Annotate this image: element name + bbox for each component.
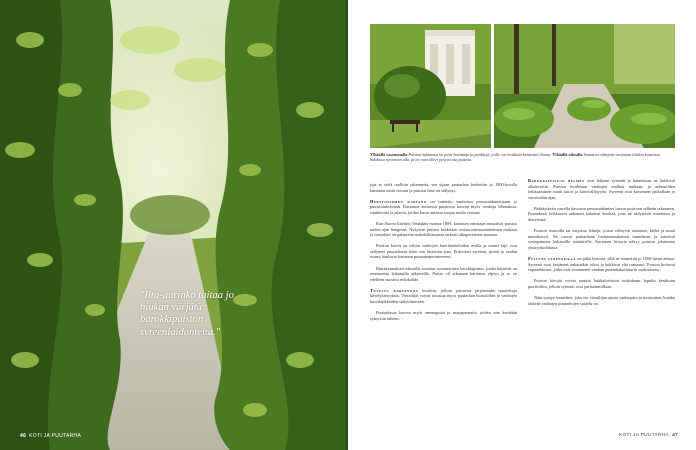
photo-caption: [370, 152, 675, 162]
left-folio: [20, 433, 81, 439]
article-column-1: [370, 182, 517, 327]
paragraph: Tutustu kartanoon kesäisin, jolloin puistossa järjestetään opastettuja kävelykierroksia. Vierailijat voivat tutustua myös puutarhan hoitotöihin ja vanhojen kasvilajikkeiden säilyttämiseen.: [370, 287, 517, 304]
caption-lead-1: Ylhäällä vasemmalla: [370, 152, 408, 157]
left-folio-title: KOTI JA PUUTARHA: [29, 433, 82, 439]
paragraph: Pääkäytävän varrella kasvavat pensasaidanteet luovat puistoon selkeän rakenteen. Puutarhurit leikkaavat aidanteet kahdesti kesässä, jotta ne säilyttävät muotonsa ja tiheytensä.: [528, 205, 675, 223]
right-folio: [619, 433, 678, 438]
caption-text-2: Saniaiset viihtyvät varjoisan lehdon kosteissa kohdissa syreenien alla, ja ne ovat olleet pysyvä osa puistoa.: [370, 152, 660, 163]
paragraph: Puiston reunoilla on varjoisia lehtoja, joissa viihtyvät saniaiset, kielot ja muut metsäkasvit. Ne tuovat puutarhaan luonnonmukaisen tunnelman ja toimivat vastapainona leikatuille istutuksille. Kartanon historia näkyy puiston jokaisessa yksityiskohdassa.: [528, 228, 675, 250]
paragraph: Näin syntyy tunnelma, joka vie vierailijan ajassa taaksepäin ja muistuttaa, kuinka tärkeää vanhojen puutarhojen suojelu on.: [528, 295, 675, 306]
paragraph: Puutarhassa kasvaa myös omenapuita ja marjapensaita, joiden sato kerätään syksyisin talteen.: [370, 310, 517, 321]
fern-garden-photo: [494, 24, 675, 148]
caption-lead-2: Ylhäällä oikealla: [552, 152, 583, 157]
pull-quote: "Ilta-aurinko taitaa jo hiukan värjätä barokkipuiston syreeniaidanteita.": [140, 290, 234, 338]
paragraph: Puiston kävijät voivat nauttia kukkaloistosta toukokuun lopulta kesäkuun puoliväliin, jolloin syreenit ovat parhaimmillaan.: [528, 278, 675, 289]
paragraph: Puiston syreeneillä on pitkä historia, sillä ne istutettiin jo 1800-luvun alussa. Syreenit ovat kestäneet ankaratkin talvet ja kukkivat yhä runsaasti. Puistoa hoitavat vapaaehtoiset, jotka ovat sitoutuneet vanhan puutarhakulttuurin vaalimiseen.: [528, 256, 676, 273]
right-page-number: 47: [672, 433, 678, 438]
right-folio-title: KOTI JA PUUTARHA: [619, 433, 670, 438]
paragraph: Kun Suomi liitettiin Venäjään vuonna 1809, kartanon omistajat muuttivat puistoa uuden ajan hengessä. Nykyisin puistoa hoidetaan restaurointisuunnitelman mukaan ja istutukset on palautettu mahdollisimman tarkasti alkuperäiseen asuunsa.: [370, 220, 517, 238]
paragraph: Herttoniemen kartano on tunnettu vanhoista pensasaidanteistaan ja puuistutuksistaan. Kartanon entisessä puistossa kasvaa myös vanhoja lehmuksia, vaahteroita ja jalavia, joiden latvat antavat suojaa tuulta vastaan.: [370, 198, 517, 215]
paragraph: Puiston kasvit on valittu vanhojen kasviluetteloiden avulla ja monet lajit ovat säilyneet puutarhassa koko sen historian ajan. Erityisesti syreenit, pionit ja vanhat ruusut kuuluvat kartanon puutarhaperinteeseen.: [370, 243, 517, 260]
paragraph: Päärakennuksen edustalla avautuu symmetrinen barokkipuisto, jonka käytävät on reunustettu leikatuilla aidanteilla. Puisto oli aikanaan kartanon ylpeys ja se on edelleen suosittu retkikohde.: [370, 265, 517, 282]
article-column-2: [528, 178, 675, 312]
paragraph: Barokkipuiston helmet ovat leikatut syreenit ja kaunistaan ne kukkivat alkukesästä. Puistoa hoidetaan vanhojen mallien mukaan, ja aidanteiden leikkaaminen vaatii taitoa ja kärsivällisyyttä. Syreenit ovat kasvaneet paikallaan jo vuosisadan ajan.: [528, 178, 675, 200]
photo-row: [370, 24, 675, 148]
caption-text-1: Puiston kulmassa on pieni huvimaja ja penkkejä, joille voi levähtää kesäisinä iltoina.: [408, 152, 552, 157]
garden-pavilion-photo: [370, 24, 491, 148]
paragraph: joja ei vielä tuolloin rakennettu, sen sijaan puutarhaa hoidettiin jo 1800-luvulla kartanon omin voimin ja puiston ilme on säilynyt.: [370, 182, 517, 193]
left-page-number: 46: [20, 433, 27, 439]
right-page: [348, 0, 696, 450]
